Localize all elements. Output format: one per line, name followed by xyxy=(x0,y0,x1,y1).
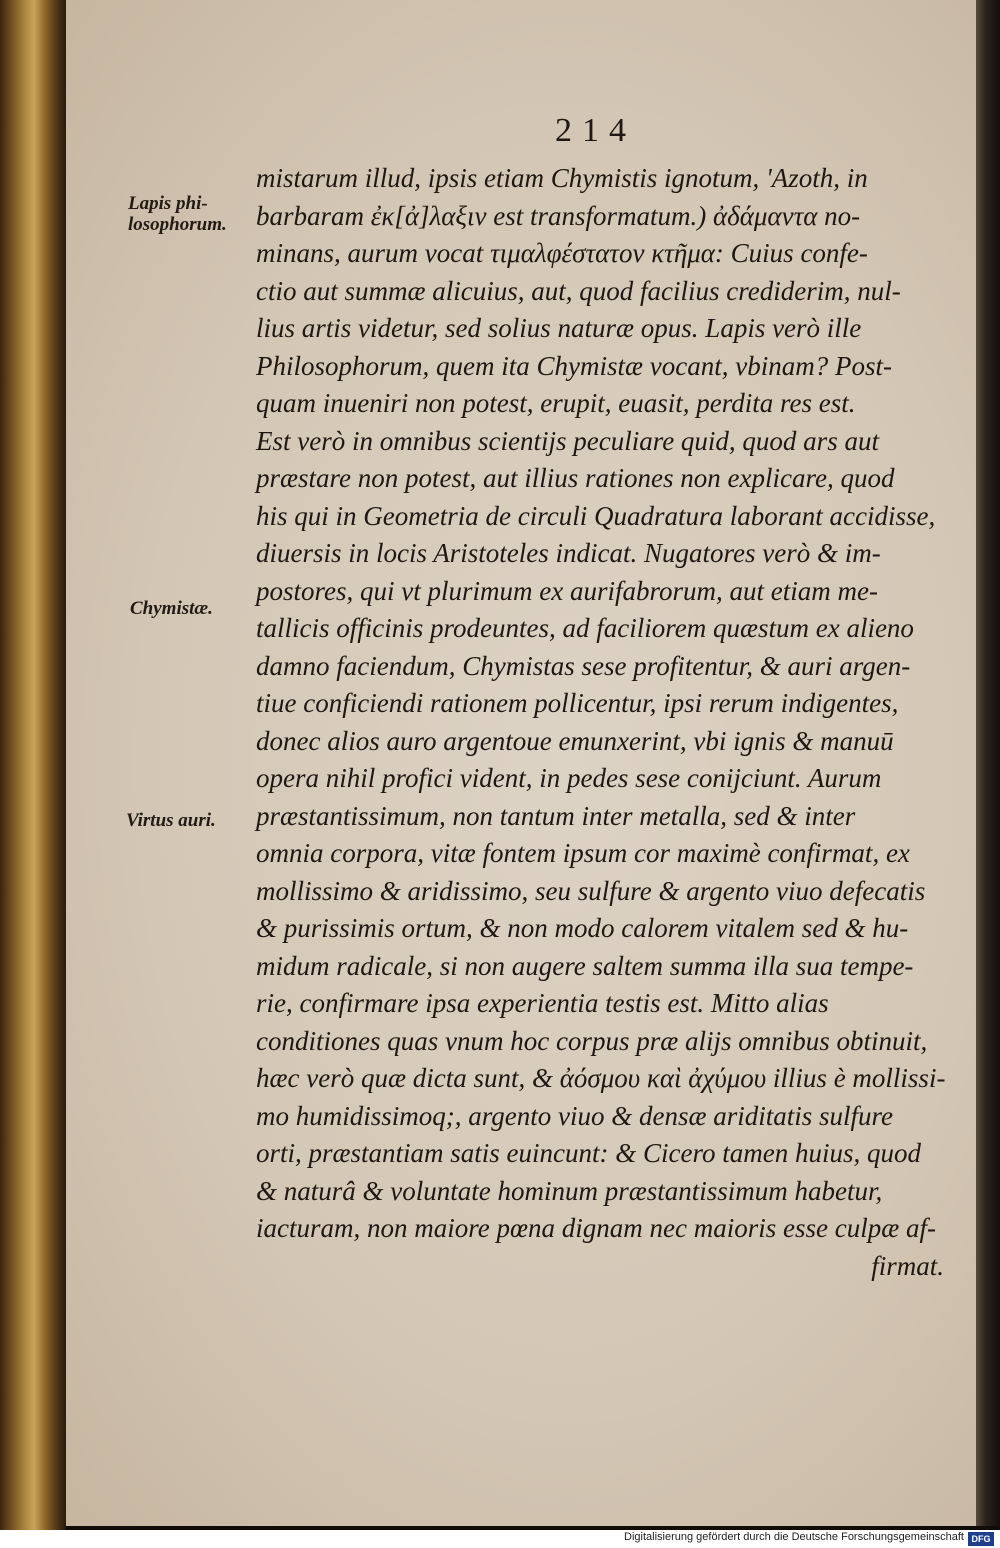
text-line: quam inueniri non potest, erupit, euasit, perdita res est. xyxy=(256,388,856,418)
text-line: tiue conficiendi rationem pollicentur, ipsi rerum indigentes, xyxy=(256,688,899,718)
book-binding xyxy=(0,0,66,1530)
text-line: tallicis officinis prodeuntes, ad faciliorem quæstum ex alieno xyxy=(256,613,914,643)
text-line: his qui in Geometria de circuli Quadratura laborant accidisse, xyxy=(256,500,936,531)
margin-note-line: Virtus auri. xyxy=(126,810,216,831)
text-line: Philosophorum, quem ita Chymistæ vocant, vbinam? Post- xyxy=(256,350,892,381)
text-line: firmat. xyxy=(871,1250,944,1281)
text-line: iacturam, non maiore pœna dignam nec maioris esse culpæ af- xyxy=(256,1213,936,1243)
text-line: lius artis videtur, sed solius naturæ opus. Lapis verò ille xyxy=(256,313,862,343)
margin-note-line: Chymistæ. xyxy=(130,598,213,619)
text-line: damno faciendum, Chymistas sese profitentur, & auri argen- xyxy=(256,650,911,681)
text-line: donec alios auro argentoue emunxerint, vbi ignis & manuū xyxy=(256,725,894,756)
text-line: mo humidissimoq;, argento viuo & densæ ariditatis sulfure xyxy=(256,1100,894,1131)
text-line: barbaram ἐκ[ἀ]λαξιν est transformatum.) ἀδάμαντα no- xyxy=(256,200,861,231)
text-line: opera nihil profici vident, in pedes sese conijciunt. Aurum xyxy=(256,763,882,793)
text-line: præstantissimum, non tantum inter metalla, sed & inter xyxy=(256,800,856,831)
margin-note-chymistae xyxy=(130,598,213,619)
margin-note-line: losophorum. xyxy=(128,214,227,235)
text-line: rie, confirmare ipsa experientia testis est. Mitto alias xyxy=(256,988,829,1018)
text-line: midum radicale, si non augere saltem summa illa sua tempe- xyxy=(256,950,914,981)
text-line: & purissimis ortum, & non modo calorem vitalem sed & hu- xyxy=(256,913,909,943)
text-line: orti, præstantiam satis euincunt: & Cicero tamen huius, quod xyxy=(256,1138,921,1168)
page-edge xyxy=(976,0,1000,1526)
text-line: & naturâ & voluntate hominum præstantissimum habetur, xyxy=(256,1175,883,1206)
text-line: postores, qui vt plurimum ex aurifabrorum, aut etiam me- xyxy=(256,575,878,606)
margin-note-virtus xyxy=(126,810,216,831)
page-number: 214 xyxy=(555,112,636,149)
text-line: conditiones quas vnum hoc corpus præ alijs omnibus obtinuit, xyxy=(256,1025,928,1056)
footer-credit: Digitalisierung gefördert durch die Deutsche Forschungsgemeinschaft xyxy=(624,1531,964,1543)
text-line: minans, aurum vocat τιμαλφέστατον κτῆμα: Cuius confe- xyxy=(256,238,868,268)
body-text xyxy=(256,160,968,1285)
margin-note-line: Lapis phi- xyxy=(128,193,208,214)
text-line: hæc verò quæ dicta sunt, & ἀόσμου καὶ ἀχύμου illius è mollissi- xyxy=(256,1063,946,1093)
text-line: ctio aut summæ alicuius, aut, quod facilius crediderim, nul- xyxy=(256,275,901,306)
dfg-logo: DFG xyxy=(968,1532,994,1546)
margin-note-lapis xyxy=(128,193,227,235)
text-line: præstare non potest, aut illius rationes non explicare, quod xyxy=(256,463,895,493)
text-line: Est verò in omnibus scientijs peculiare quid, quod ars aut xyxy=(256,425,879,456)
text-line: mistarum illud, ipsis etiam Chymistis ignotum, 'Azoth, in xyxy=(256,163,868,193)
text-line: diuersis in locis Aristoteles indicat. Nugatores verò & im- xyxy=(256,538,881,568)
text-line: omnia corpora, vitæ fontem ipsum cor maximè confirmat, ex xyxy=(256,838,910,868)
text-line: mollissimo & aridissimo, seu sulfure & argento viuo defecatis xyxy=(256,875,926,906)
